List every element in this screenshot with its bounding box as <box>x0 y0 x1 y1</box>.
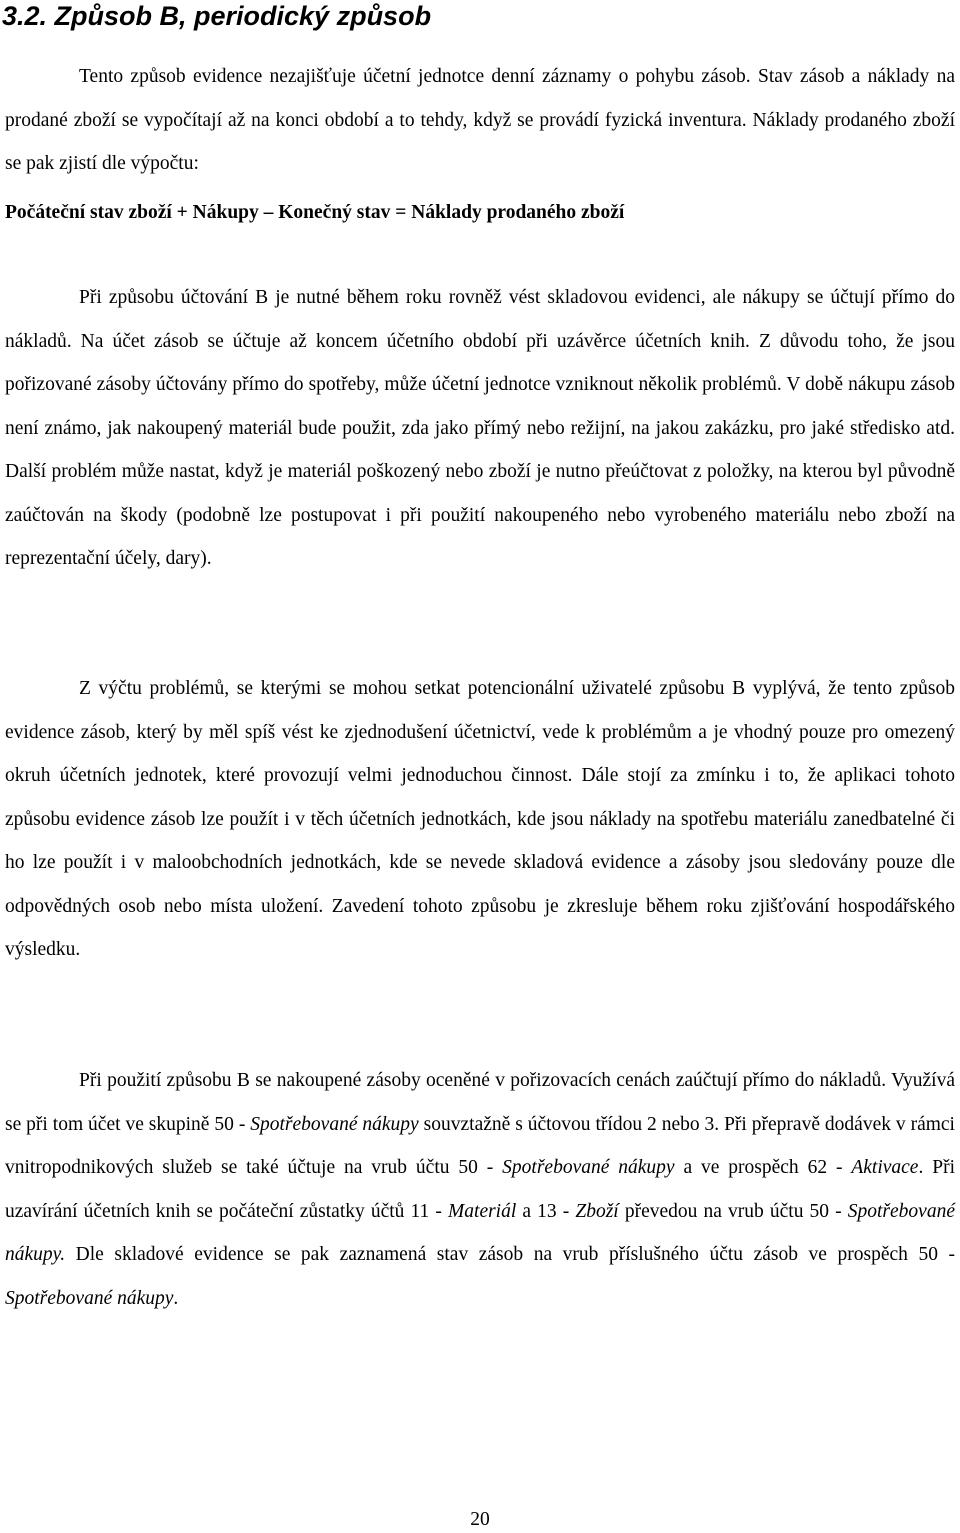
text-span: Při použití způsobu B se nakoupené zásoby oceněné v pořizovacích cenách zaúčtují přímo do nákladů. Využívá se při tom účet ve skupině 50 - <box>5 1070 955 1135</box>
italic-term: Materiál <box>448 1200 517 1222</box>
paragraph-problems: Z výčtu problémů, se kterými se mohou setkat potencionální uživatelé způsobu B vyplývá, že tento způsob evidence zásob, který by měl spíš vést ke zjednodušení účetnictví, vede k problémům a je vhodný pouze pro omezený okruh účetních jednotek, které provozují velmi jednoduchou činnost. Dále stojí za zmínku i to, že aplikaci tohoto způsobu evidence zásob lze použít i v těch účetních jednotkách, kde jsou náklady na spotřebu materiálu zanedbatelné či ho lze použít i v maloobchodních jednotkách, kde se nevede skladová evidence a zásoby jsou sledovány pouze dle odpovědných osob nebo místa uložení. Zavedení tohoto způsobu je zkresluje během roku zjišťování hospodářského výsledku. <box>5 678 955 960</box>
text-span: . <box>173 1287 179 1309</box>
paragraph-usage <box>5 1059 955 1320</box>
italic-term: Aktivace <box>851 1157 919 1178</box>
italic-term: Spotřebované nákupy <box>5 1287 174 1309</box>
italic-term: Spotřebované nákupy <box>502 1157 675 1178</box>
paragraph-accounting-b: Při způsobu účtování B je nutné během roku rovněž vést skladovou evidenci, ale nákupy se účtují přímo do nákladů. Na účet zásob se účtuje až koncem účetního období při uzávěrce účetních knih. Z důvodu toho, že jsou pořizované zásoby účtovány přímo do spotřeby, může účetní jednotce vzniknout několik problémů. V době nákupu zásob není známo, jak nakoupený materiál bude použit, zda jako přímý nebo režijní, na jakou zakázku, pro jaké středisko atd. Další problém může nastat, když je materiál poškozený nebo zboží je nutno přeúčtovat z položky, na kterou byl původně zaúčtován na škody (podobně lze postupovat i při použití nakoupeného nebo vyrobeného materiálu nebo zboží na reprezentační účely, dary). <box>5 287 955 569</box>
italic-term: Spotřebované nákupy. <box>5 1200 955 1265</box>
text-span: . Při uzavírání účetních knih se počáteční zůstatky účtů 11 - <box>5 1157 955 1222</box>
text-span: a 13 - <box>516 1200 576 1222</box>
paragraph-intro: Tento způsob evidence nezajišťuje účetní jednotce denní záznamy o pohybu zásob. Stav zásob a náklady na prodané zboží se vypočítají až na konci období a to tehdy, když se provádí fyzická inventura. Náklady prodaného zboží se pak zjistí dle výpočtu: <box>5 66 955 174</box>
formula-line: Počáteční stav zboží + Nákupy – Konečný stav = Náklady prodaného zboží <box>5 202 625 223</box>
italic-term: Spotřebované nákupy <box>250 1113 419 1135</box>
section-heading: 3.2. Způsob B, periodický způsob <box>2 1 432 31</box>
text-span: a ve prospěch 62 - <box>674 1157 852 1178</box>
italic-term: Zboží <box>575 1200 619 1222</box>
text-span: převedou na vrub účtu 50 - <box>618 1200 848 1222</box>
text-span: souvztažně s účtovou třídou 2 nebo 3. Při přepravě dodávek v rámci vnitropodnikových služeb se také účtuje na vrub účtu 50 - <box>5 1113 955 1178</box>
page-number: 20 <box>470 1509 490 1530</box>
text-span: Dle skladové evidence se pak zaznamená stav zásob na vrub příslušného účtu zásob ve prospěch 50 - <box>65 1244 955 1265</box>
